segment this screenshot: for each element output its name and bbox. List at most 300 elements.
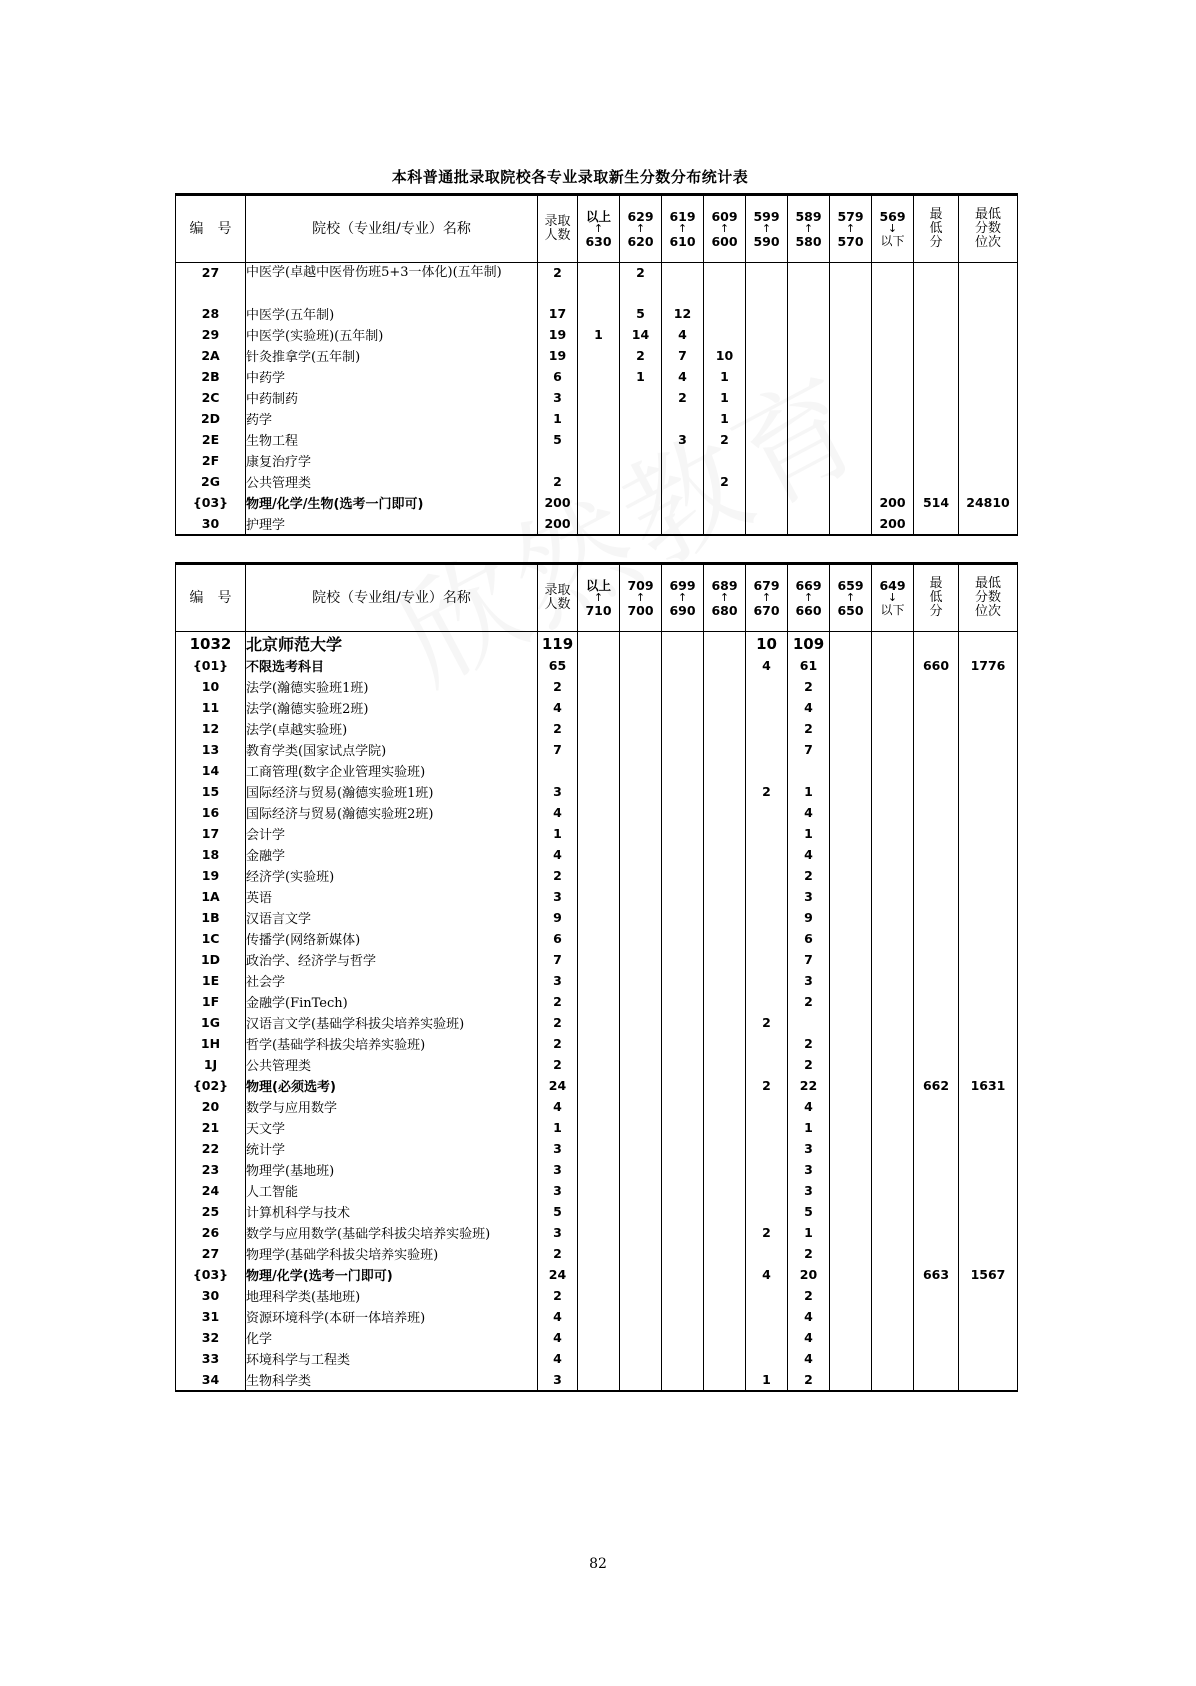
row-min-rank bbox=[959, 844, 1018, 865]
header-band-2: 709 ↑ 700 bbox=[620, 564, 662, 632]
row-name: 会计学 bbox=[246, 823, 538, 844]
row-band-4 bbox=[704, 1348, 746, 1369]
row-band-5 bbox=[746, 1306, 788, 1327]
row-band-1 bbox=[578, 676, 620, 697]
row-min-rank bbox=[959, 991, 1018, 1012]
row-band-7 bbox=[830, 823, 872, 844]
row-band-5 bbox=[746, 823, 788, 844]
row-band-2: 5 bbox=[620, 303, 662, 324]
header-band-5: 679 ↑ 670 bbox=[746, 564, 788, 632]
row-band-1 bbox=[578, 907, 620, 928]
row-band-6: 6 bbox=[788, 928, 830, 949]
row-band-8 bbox=[872, 450, 914, 471]
row-count: 2 bbox=[538, 1012, 578, 1033]
row-band-3 bbox=[662, 865, 704, 886]
row-band-7 bbox=[830, 844, 872, 865]
row-min-score bbox=[914, 1222, 959, 1243]
row-no: 30 bbox=[176, 1285, 246, 1306]
row-band-3 bbox=[662, 1264, 704, 1285]
row-band-8 bbox=[872, 387, 914, 408]
row-band-1 bbox=[578, 1264, 620, 1285]
row-count: 2 bbox=[538, 865, 578, 886]
row-band-3: 12 bbox=[662, 303, 704, 324]
row-min-rank bbox=[959, 970, 1018, 991]
row-min-score bbox=[914, 1117, 959, 1138]
row-band-4 bbox=[704, 513, 746, 535]
row-band-3 bbox=[662, 1033, 704, 1054]
row-band-6: 5 bbox=[788, 1201, 830, 1222]
row-no: 21 bbox=[176, 1117, 246, 1138]
row-band-5 bbox=[746, 1327, 788, 1348]
row-band-8 bbox=[872, 1075, 914, 1096]
row-band-6: 3 bbox=[788, 970, 830, 991]
row-no: 31 bbox=[176, 1306, 246, 1327]
row-count: 3 bbox=[538, 1138, 578, 1159]
row-name: 经济学(实验班) bbox=[246, 865, 538, 886]
row-band-5: 2 bbox=[746, 1012, 788, 1033]
row-count: 1 bbox=[538, 408, 578, 429]
row-band-5: 4 bbox=[746, 655, 788, 676]
row-name: 北京师范大学 bbox=[246, 632, 538, 656]
header-no: 编 号 bbox=[176, 564, 246, 632]
row-band-6: 61 bbox=[788, 655, 830, 676]
row-min-rank bbox=[959, 408, 1018, 429]
row-band-7 bbox=[830, 760, 872, 781]
row-name: 中药学 bbox=[246, 366, 538, 387]
row-no: 17 bbox=[176, 823, 246, 844]
row-name: 金融学(FinTech) bbox=[246, 991, 538, 1012]
row-count: 3 bbox=[538, 1180, 578, 1201]
row-band-8 bbox=[872, 1243, 914, 1264]
row-band-1 bbox=[578, 1012, 620, 1033]
row-band-2 bbox=[620, 739, 662, 760]
row-band-6: 7 bbox=[788, 739, 830, 760]
header-count: 录取 人数 bbox=[538, 564, 578, 632]
header-band-1: 以上 ↑ 630 bbox=[578, 195, 620, 263]
row-no: 32 bbox=[176, 1327, 246, 1348]
header-band-5: 599 ↑ 590 bbox=[746, 195, 788, 263]
row-band-8 bbox=[872, 655, 914, 676]
row-name: 汉语言文学 bbox=[246, 907, 538, 928]
row-no: 1E bbox=[176, 970, 246, 991]
header-count: 录取 人数 bbox=[538, 195, 578, 263]
row-band-1 bbox=[578, 697, 620, 718]
row-min-rank bbox=[959, 1117, 1018, 1138]
row-name: 资源环境科学(本研一体培养班) bbox=[246, 1306, 538, 1327]
row-band-5 bbox=[746, 697, 788, 718]
row-band-3 bbox=[662, 886, 704, 907]
row-band-4 bbox=[704, 1159, 746, 1180]
row-count: 3 bbox=[538, 387, 578, 408]
row-min-score bbox=[914, 471, 959, 492]
row-band-3 bbox=[662, 408, 704, 429]
row-band-5 bbox=[746, 1180, 788, 1201]
row-count: 5 bbox=[538, 1201, 578, 1222]
row-band-1 bbox=[578, 429, 620, 450]
row-name: 国际经济与贸易(瀚德实验班2班) bbox=[246, 802, 538, 823]
row-min-score bbox=[914, 632, 959, 656]
table-row bbox=[176, 1075, 1018, 1096]
row-name: 地理科学类(基地班) bbox=[246, 1285, 538, 1306]
row-band-7 bbox=[830, 1285, 872, 1306]
row-band-7 bbox=[830, 1054, 872, 1075]
row-no: 33 bbox=[176, 1348, 246, 1369]
row-band-5 bbox=[746, 1159, 788, 1180]
row-band-7 bbox=[830, 1033, 872, 1054]
row-band-7 bbox=[830, 739, 872, 760]
row-band-4 bbox=[704, 324, 746, 345]
row-name: 中医学(实验班)(五年制) bbox=[246, 324, 538, 345]
table-row bbox=[176, 1306, 1018, 1327]
row-name: 生物工程 bbox=[246, 429, 538, 450]
row-band-1 bbox=[578, 366, 620, 387]
row-min-rank bbox=[959, 1348, 1018, 1369]
row-band-2 bbox=[620, 760, 662, 781]
row-band-4 bbox=[704, 1222, 746, 1243]
row-band-3 bbox=[662, 471, 704, 492]
row-band-1 bbox=[578, 1222, 620, 1243]
row-band-4 bbox=[704, 1285, 746, 1306]
row-band-1 bbox=[578, 263, 620, 304]
row-band-5: 2 bbox=[746, 781, 788, 802]
row-band-6 bbox=[788, 263, 830, 304]
table-row bbox=[176, 513, 1018, 535]
row-count: 17 bbox=[538, 303, 578, 324]
row-band-4 bbox=[704, 450, 746, 471]
row-band-4 bbox=[704, 1075, 746, 1096]
row-no: 27 bbox=[176, 1243, 246, 1264]
row-band-7 bbox=[830, 408, 872, 429]
row-band-1 bbox=[578, 718, 620, 739]
row-band-7 bbox=[830, 1096, 872, 1117]
row-min-score bbox=[914, 408, 959, 429]
row-min-rank bbox=[959, 739, 1018, 760]
row-band-1 bbox=[578, 1369, 620, 1391]
table-row bbox=[176, 1327, 1018, 1348]
row-count: 2 bbox=[538, 263, 578, 304]
row-count: 2 bbox=[538, 1285, 578, 1306]
row-no: 15 bbox=[176, 781, 246, 802]
row-band-8 bbox=[872, 303, 914, 324]
row-band-8 bbox=[872, 844, 914, 865]
row-min-score bbox=[914, 1306, 959, 1327]
row-band-6 bbox=[788, 324, 830, 345]
row-band-6: 2 bbox=[788, 718, 830, 739]
row-band-2 bbox=[620, 429, 662, 450]
row-band-3 bbox=[662, 492, 704, 513]
row-band-5 bbox=[746, 345, 788, 366]
page-number: 82 bbox=[589, 1556, 607, 1572]
row-min-score bbox=[914, 844, 959, 865]
row-min-score bbox=[914, 718, 959, 739]
row-band-4 bbox=[704, 1264, 746, 1285]
row-no: 2B bbox=[176, 366, 246, 387]
row-band-6: 4 bbox=[788, 697, 830, 718]
row-min-rank bbox=[959, 1180, 1018, 1201]
row-no: 27 bbox=[176, 263, 246, 304]
row-min-score bbox=[914, 781, 959, 802]
row-band-1 bbox=[578, 760, 620, 781]
row-band-2 bbox=[620, 1327, 662, 1348]
row-band-6: 1 bbox=[788, 1222, 830, 1243]
row-band-7 bbox=[830, 1369, 872, 1391]
row-band-7 bbox=[830, 676, 872, 697]
table-1 bbox=[175, 193, 1018, 536]
row-band-3 bbox=[662, 1201, 704, 1222]
row-band-1 bbox=[578, 781, 620, 802]
row-min-score: 514 bbox=[914, 492, 959, 513]
row-band-1 bbox=[578, 1117, 620, 1138]
row-band-4: 1 bbox=[704, 387, 746, 408]
row-band-7 bbox=[830, 886, 872, 907]
row-band-2 bbox=[620, 697, 662, 718]
row-band-6 bbox=[788, 471, 830, 492]
row-band-6: 2 bbox=[788, 1243, 830, 1264]
row-no: 1A bbox=[176, 886, 246, 907]
row-band-5 bbox=[746, 450, 788, 471]
row-min-rank bbox=[959, 450, 1018, 471]
row-band-1 bbox=[578, 632, 620, 656]
row-band-6: 22 bbox=[788, 1075, 830, 1096]
row-band-2 bbox=[620, 781, 662, 802]
row-band-2 bbox=[620, 1285, 662, 1306]
row-band-3 bbox=[662, 991, 704, 1012]
row-band-3 bbox=[662, 1243, 704, 1264]
row-band-8 bbox=[872, 949, 914, 970]
row-min-score bbox=[914, 1159, 959, 1180]
row-min-rank: 1567 bbox=[959, 1264, 1018, 1285]
row-band-3 bbox=[662, 513, 704, 535]
table-row bbox=[176, 802, 1018, 823]
row-min-rank: 1631 bbox=[959, 1075, 1018, 1096]
row-band-7 bbox=[830, 697, 872, 718]
table-row bbox=[176, 324, 1018, 345]
row-min-score bbox=[914, 970, 959, 991]
row-no: {03} bbox=[176, 1264, 246, 1285]
row-band-2 bbox=[620, 802, 662, 823]
row-min-score bbox=[914, 823, 959, 844]
row-band-5 bbox=[746, 844, 788, 865]
row-band-3 bbox=[662, 676, 704, 697]
row-min-score bbox=[914, 366, 959, 387]
row-band-8 bbox=[872, 739, 914, 760]
row-band-2 bbox=[620, 1222, 662, 1243]
row-no: 2C bbox=[176, 387, 246, 408]
row-band-7 bbox=[830, 802, 872, 823]
row-band-4: 10 bbox=[704, 345, 746, 366]
row-name: 统计学 bbox=[246, 1138, 538, 1159]
row-band-2 bbox=[620, 655, 662, 676]
row-band-7 bbox=[830, 263, 872, 304]
row-band-8 bbox=[872, 1159, 914, 1180]
row-band-4 bbox=[704, 1180, 746, 1201]
row-no: 1C bbox=[176, 928, 246, 949]
row-count bbox=[538, 450, 578, 471]
row-band-3 bbox=[662, 1054, 704, 1075]
row-min-score bbox=[914, 303, 959, 324]
row-band-8 bbox=[872, 802, 914, 823]
row-name: 金融学 bbox=[246, 844, 538, 865]
row-band-4 bbox=[704, 263, 746, 304]
row-no: 23 bbox=[176, 1159, 246, 1180]
row-count: 4 bbox=[538, 1096, 578, 1117]
row-band-3 bbox=[662, 802, 704, 823]
row-min-rank bbox=[959, 632, 1018, 656]
row-band-8 bbox=[872, 1369, 914, 1391]
row-min-rank bbox=[959, 1033, 1018, 1054]
row-band-6: 2 bbox=[788, 991, 830, 1012]
row-band-4 bbox=[704, 781, 746, 802]
row-band-4 bbox=[704, 991, 746, 1012]
row-band-4 bbox=[704, 760, 746, 781]
row-band-6: 3 bbox=[788, 1159, 830, 1180]
row-band-3 bbox=[662, 1369, 704, 1391]
row-band-8: 200 bbox=[872, 513, 914, 535]
row-min-rank bbox=[959, 1138, 1018, 1159]
row-band-5 bbox=[746, 907, 788, 928]
row-no: 25 bbox=[176, 1201, 246, 1222]
row-band-3 bbox=[662, 263, 704, 304]
row-band-2 bbox=[620, 1054, 662, 1075]
row-min-score bbox=[914, 1012, 959, 1033]
row-band-6: 1 bbox=[788, 781, 830, 802]
row-min-score bbox=[914, 865, 959, 886]
row-band-5 bbox=[746, 760, 788, 781]
row-band-2 bbox=[620, 450, 662, 471]
row-count: 2 bbox=[538, 1033, 578, 1054]
row-band-1: 1 bbox=[578, 324, 620, 345]
row-band-1 bbox=[578, 1201, 620, 1222]
row-band-2 bbox=[620, 991, 662, 1012]
row-band-3 bbox=[662, 1180, 704, 1201]
table-2 bbox=[175, 562, 1018, 1392]
row-band-6: 1 bbox=[788, 823, 830, 844]
header-band-8: 649 ↓ 以下 bbox=[872, 564, 914, 632]
row-count: 2 bbox=[538, 718, 578, 739]
header-band-6: 589 ↑ 580 bbox=[788, 195, 830, 263]
row-band-8 bbox=[872, 991, 914, 1012]
row-band-1 bbox=[578, 949, 620, 970]
row-band-5 bbox=[746, 471, 788, 492]
row-band-7 bbox=[830, 1180, 872, 1201]
header-name: 院校（专业组/专业）名称 bbox=[246, 564, 538, 632]
row-band-7 bbox=[830, 907, 872, 928]
row-band-6: 4 bbox=[788, 802, 830, 823]
row-band-2 bbox=[620, 844, 662, 865]
row-band-2 bbox=[620, 1201, 662, 1222]
header-band-3: 619 ↑ 610 bbox=[662, 195, 704, 263]
row-band-5 bbox=[746, 1033, 788, 1054]
row-no: 2A bbox=[176, 345, 246, 366]
row-min-score bbox=[914, 450, 959, 471]
row-band-7 bbox=[830, 1327, 872, 1348]
row-band-6: 2 bbox=[788, 1285, 830, 1306]
row-band-7 bbox=[830, 991, 872, 1012]
row-no: {01} bbox=[176, 655, 246, 676]
row-no: 29 bbox=[176, 324, 246, 345]
row-band-8 bbox=[872, 928, 914, 949]
row-band-7 bbox=[830, 429, 872, 450]
row-band-1 bbox=[578, 865, 620, 886]
row-band-7 bbox=[830, 324, 872, 345]
row-min-score bbox=[914, 387, 959, 408]
row-band-3 bbox=[662, 1096, 704, 1117]
row-band-4 bbox=[704, 1201, 746, 1222]
row-band-2 bbox=[620, 1348, 662, 1369]
row-band-3 bbox=[662, 907, 704, 928]
row-count: 4 bbox=[538, 802, 578, 823]
row-name: 公共管理类 bbox=[246, 471, 538, 492]
row-band-1 bbox=[578, 991, 620, 1012]
row-min-rank bbox=[959, 1096, 1018, 1117]
row-name: 计算机科学与技术 bbox=[246, 1201, 538, 1222]
row-name: 工商管理(数字企业管理实验班) bbox=[246, 760, 538, 781]
row-band-8 bbox=[872, 1327, 914, 1348]
row-no: 19 bbox=[176, 865, 246, 886]
row-min-rank: 24810 bbox=[959, 492, 1018, 513]
row-band-3 bbox=[662, 823, 704, 844]
row-min-rank bbox=[959, 760, 1018, 781]
row-band-1 bbox=[578, 1348, 620, 1369]
row-band-4 bbox=[704, 739, 746, 760]
row-no: 11 bbox=[176, 697, 246, 718]
row-name: 生物科学类 bbox=[246, 1369, 538, 1391]
row-name: 不限选考科目 bbox=[246, 655, 538, 676]
row-band-7 bbox=[830, 781, 872, 802]
row-band-5 bbox=[746, 1285, 788, 1306]
row-band-6 bbox=[788, 760, 830, 781]
row-name: 环境科学与工程类 bbox=[246, 1348, 538, 1369]
table-row bbox=[176, 1033, 1018, 1054]
row-count: 6 bbox=[538, 928, 578, 949]
row-no: 22 bbox=[176, 1138, 246, 1159]
row-band-6: 2 bbox=[788, 676, 830, 697]
table-row bbox=[176, 632, 1018, 656]
row-band-4 bbox=[704, 1243, 746, 1264]
row-min-rank bbox=[959, 366, 1018, 387]
row-band-1 bbox=[578, 655, 620, 676]
row-band-7 bbox=[830, 1075, 872, 1096]
row-band-5 bbox=[746, 1201, 788, 1222]
row-no: 34 bbox=[176, 1369, 246, 1391]
row-band-2 bbox=[620, 949, 662, 970]
row-band-3 bbox=[662, 844, 704, 865]
row-no: 16 bbox=[176, 802, 246, 823]
row-band-8 bbox=[872, 781, 914, 802]
row-min-score bbox=[914, 739, 959, 760]
row-name: 汉语言文学(基础学科拔尖培养实验班) bbox=[246, 1012, 538, 1033]
row-count: 7 bbox=[538, 739, 578, 760]
row-count: 3 bbox=[538, 886, 578, 907]
row-band-4 bbox=[704, 697, 746, 718]
row-band-1 bbox=[578, 928, 620, 949]
row-band-1 bbox=[578, 1096, 620, 1117]
row-band-6 bbox=[788, 366, 830, 387]
row-band-8 bbox=[872, 1264, 914, 1285]
row-name: 物理/化学(选考一门即可) bbox=[246, 1264, 538, 1285]
header-band-4: 609 ↑ 600 bbox=[704, 195, 746, 263]
row-band-7 bbox=[830, 928, 872, 949]
row-band-5 bbox=[746, 1096, 788, 1117]
header-band-8: 569 ↓ 以下 bbox=[872, 195, 914, 263]
row-band-2 bbox=[620, 718, 662, 739]
row-band-3 bbox=[662, 632, 704, 656]
row-no: 1G bbox=[176, 1012, 246, 1033]
row-band-2 bbox=[620, 1096, 662, 1117]
table-row bbox=[176, 471, 1018, 492]
header-min-rank: 最低 分数 位次 bbox=[959, 564, 1018, 632]
row-band-7 bbox=[830, 513, 872, 535]
